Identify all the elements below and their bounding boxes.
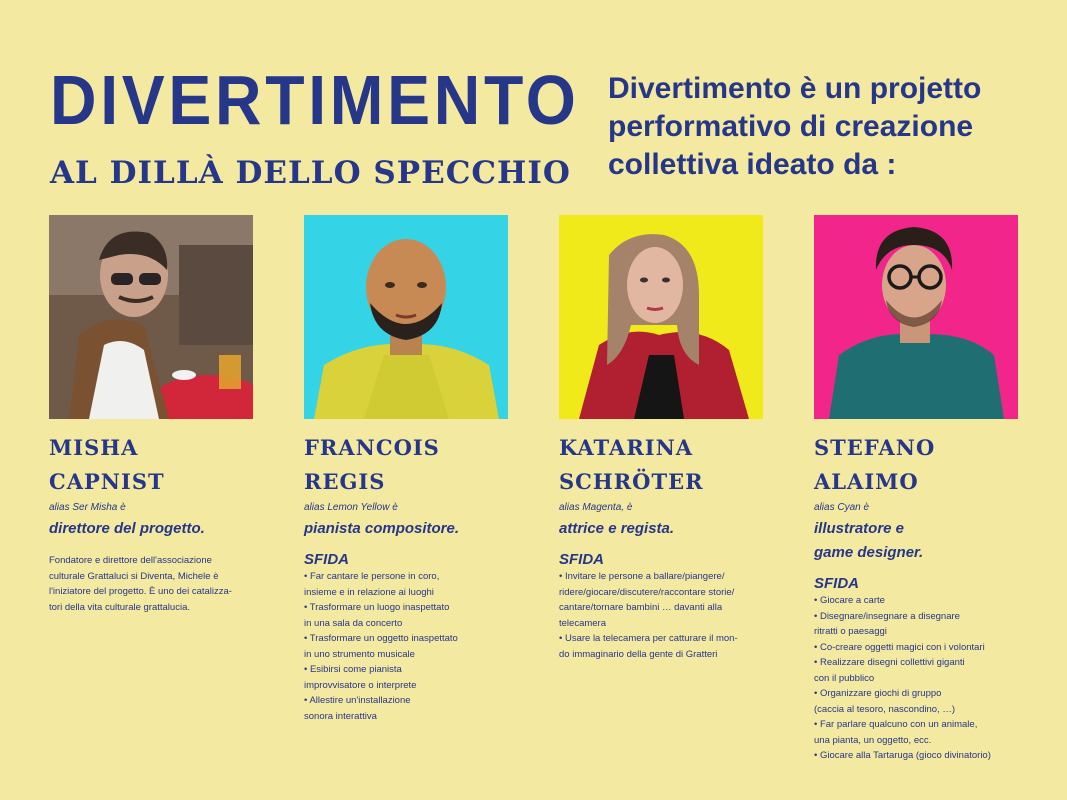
person-name <box>559 431 769 499</box>
person-alias: alias Magenta, è <box>559 502 633 513</box>
person-card-francois <box>304 215 514 724</box>
person-alias: alias Cyan è <box>814 502 870 513</box>
name-line2: CAPNIST <box>49 469 165 494</box>
person-alias: alias Ser Misha è <box>49 502 126 513</box>
person-card-stefano <box>814 215 1024 764</box>
person-role: attrice e regista. <box>559 520 675 537</box>
name-line1: MISHA <box>49 435 139 460</box>
page-title: DIVERTIMENTO <box>50 61 580 139</box>
name-line2: REGIS <box>304 469 386 494</box>
name-line1: KATARINA <box>559 435 694 460</box>
person-name <box>304 431 514 499</box>
name-line2: SCHRÖTER <box>559 469 704 494</box>
photo-francois <box>304 215 508 419</box>
person-role: illustratore e game designer. <box>814 520 924 561</box>
person-card-katarina <box>559 215 769 662</box>
person-alias: alias Lemon Yellow è <box>304 502 398 513</box>
person-role: pianista compositore. <box>304 520 460 537</box>
name-line1: FRANCOIS <box>304 435 440 460</box>
person-description: Fondatore e direttore dell'associazione culturale Grattaluci si Diventa, Michele è l'iniziatore del progetto. È uno dei catalizza- tori della vita culturale grattalucia. <box>49 555 232 613</box>
intro-text: Divertimento è un projetto performativo di creazione collettiva ideato da : <box>608 72 982 181</box>
photo-katarina <box>559 215 763 419</box>
sfida-list: • Invitare le persone a ballare/piangere/ ridere/giocare/discutere/raccontare storie/ cantare/tornare bambini … davanti alla telecamera • Usare la telecamera per catturare il mon- do immaginario della gente di Gratteri <box>559 571 738 660</box>
sfida-list: • Far cantare le persone in coro, insieme e in relazione ai luoghi • Trasformare un luogo inaspettato in una sala da concerto • Trasformare un oggetto inaspettato in uno strumento musicale • Esibirsi come pianista improvvisatore o interprete • Allestire un'installazione sonora interattiva <box>304 571 458 722</box>
person-name <box>814 431 1024 499</box>
sfida-label: SFIDA <box>814 575 859 592</box>
sfida-label: SFIDA <box>304 551 349 568</box>
photo-stefano <box>814 215 1018 419</box>
name-line1: STEFANO <box>814 435 936 460</box>
person-name <box>49 431 259 499</box>
sfida-list: • Giocare a carte • Disegnare/insegnare a disegnare ritratti o paesaggi • Co-creare oggetti magici con i volontari • Realizzare disegni collettivi giganti con il pubblico • Organizzare giochi di gruppo (caccia al tesoro, nascondino, …) • Far parlare qualcuno con un animale, una pianta, un oggetto, ecc. • Giocare alla Tartaruga (gioco divinatorio) <box>814 595 991 761</box>
name-line2: ALAIMO <box>814 469 919 494</box>
person-role: direttore del progetto. <box>49 520 205 537</box>
photo-misha <box>49 215 253 419</box>
page-subtitle: AL DILLÀ DELLO SPECCHIO <box>50 155 571 191</box>
person-card-misha <box>49 215 259 615</box>
sfida-label: SFIDA <box>559 551 604 568</box>
